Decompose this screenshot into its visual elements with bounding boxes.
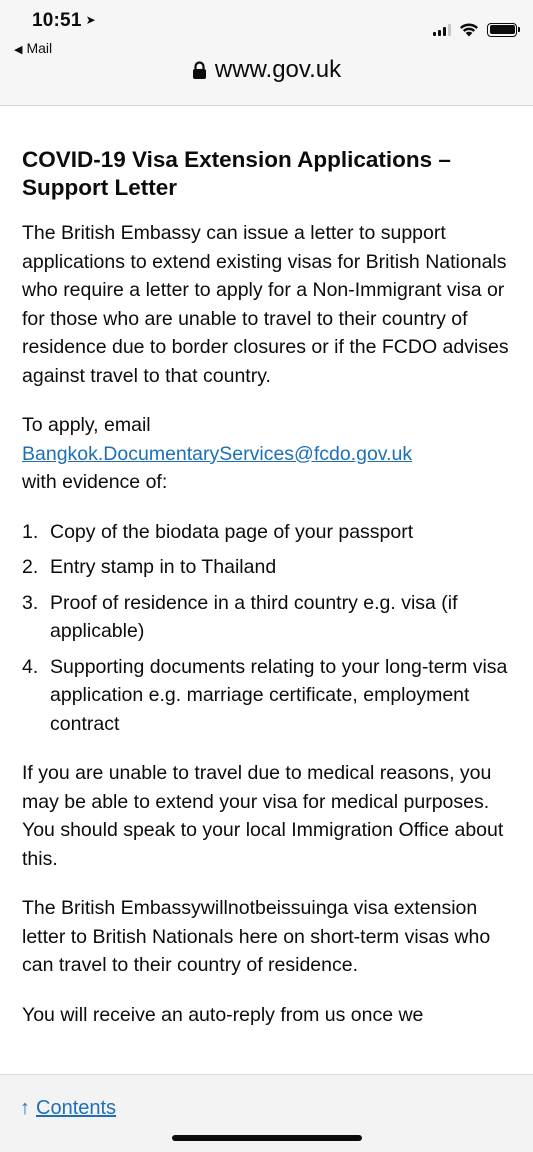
list-item (22, 589, 516, 646)
article-content (22, 146, 516, 1074)
wifi-icon (459, 22, 479, 37)
list-item-number: 3. (22, 591, 39, 614)
list-item (22, 653, 516, 739)
apply-suffix: with evidence of: (22, 471, 168, 493)
back-app-label: Mail (26, 40, 53, 56)
status-time-text: 10:51 (32, 10, 82, 31)
back-triangle-icon: ◀ (14, 44, 23, 56)
contents-link[interactable] (20, 1097, 116, 1120)
evidence-list (22, 518, 516, 739)
lock-icon (192, 61, 207, 80)
list-item (22, 518, 516, 547)
list-item-number: 4. (22, 655, 39, 678)
list-item-text: Copy of the biodata page of your passport (50, 520, 414, 543)
contents-label: Contents (36, 1097, 117, 1119)
auto-reply-paragraph: You will receive an auto-reply from us once we (22, 1003, 424, 1026)
bottom-bar (0, 1074, 533, 1152)
list-item-number: 2. (22, 556, 39, 578)
list-item-text: Supporting documents relating to your long-term visa application e.g. marriage certificate, employment contract (50, 655, 508, 735)
location-arrow-icon: ➤ (85, 13, 96, 27)
list-item-text: Proof of residence in a third country e.g. visa (if applicable) (50, 591, 458, 642)
short-term-paragraph: The British Embassywillnotbeissuinga visa extension letter to British Nationals here on short-term visas who can travel to their country of residence. (22, 897, 491, 976)
email-link[interactable]: Bangkok.DocumentaryServices@fcdo.gov.uk (22, 442, 413, 465)
page-title: COVID-19 Visa Extension Applications – Support Letter (22, 147, 451, 200)
list-item (22, 553, 516, 582)
apply-paragraph (22, 411, 516, 497)
up-arrow-icon: ↑ (20, 1097, 30, 1119)
medical-paragraph: If you are unable to travel due to medical reasons, you may be able to extend your visa for medical purposes. You should speak to your local Immigration Office about this. (22, 762, 504, 870)
intro-paragraph: The British Embassy can issue a letter to support applications to extend existing visas for British Nationals who require a letter to apply for a Non-Immigrant visa or for those who are unable to travel to their country of residence due to border closures or if the FCDO advises against travel to that country. (22, 222, 509, 387)
status-time (32, 10, 96, 32)
cellular-signal-icon (433, 24, 451, 36)
apply-prefix: To apply, email (22, 414, 151, 436)
list-item-text: Entry stamp in to Thailand (50, 556, 277, 578)
list-item-number: 1. (22, 520, 39, 543)
home-indicator[interactable] (172, 1135, 362, 1141)
status-and-url-bar (0, 0, 533, 106)
status-icons (433, 22, 517, 37)
address-bar[interactable] (0, 54, 533, 86)
battery-icon (487, 23, 517, 37)
url-text: www.gov.uk (214, 56, 342, 83)
